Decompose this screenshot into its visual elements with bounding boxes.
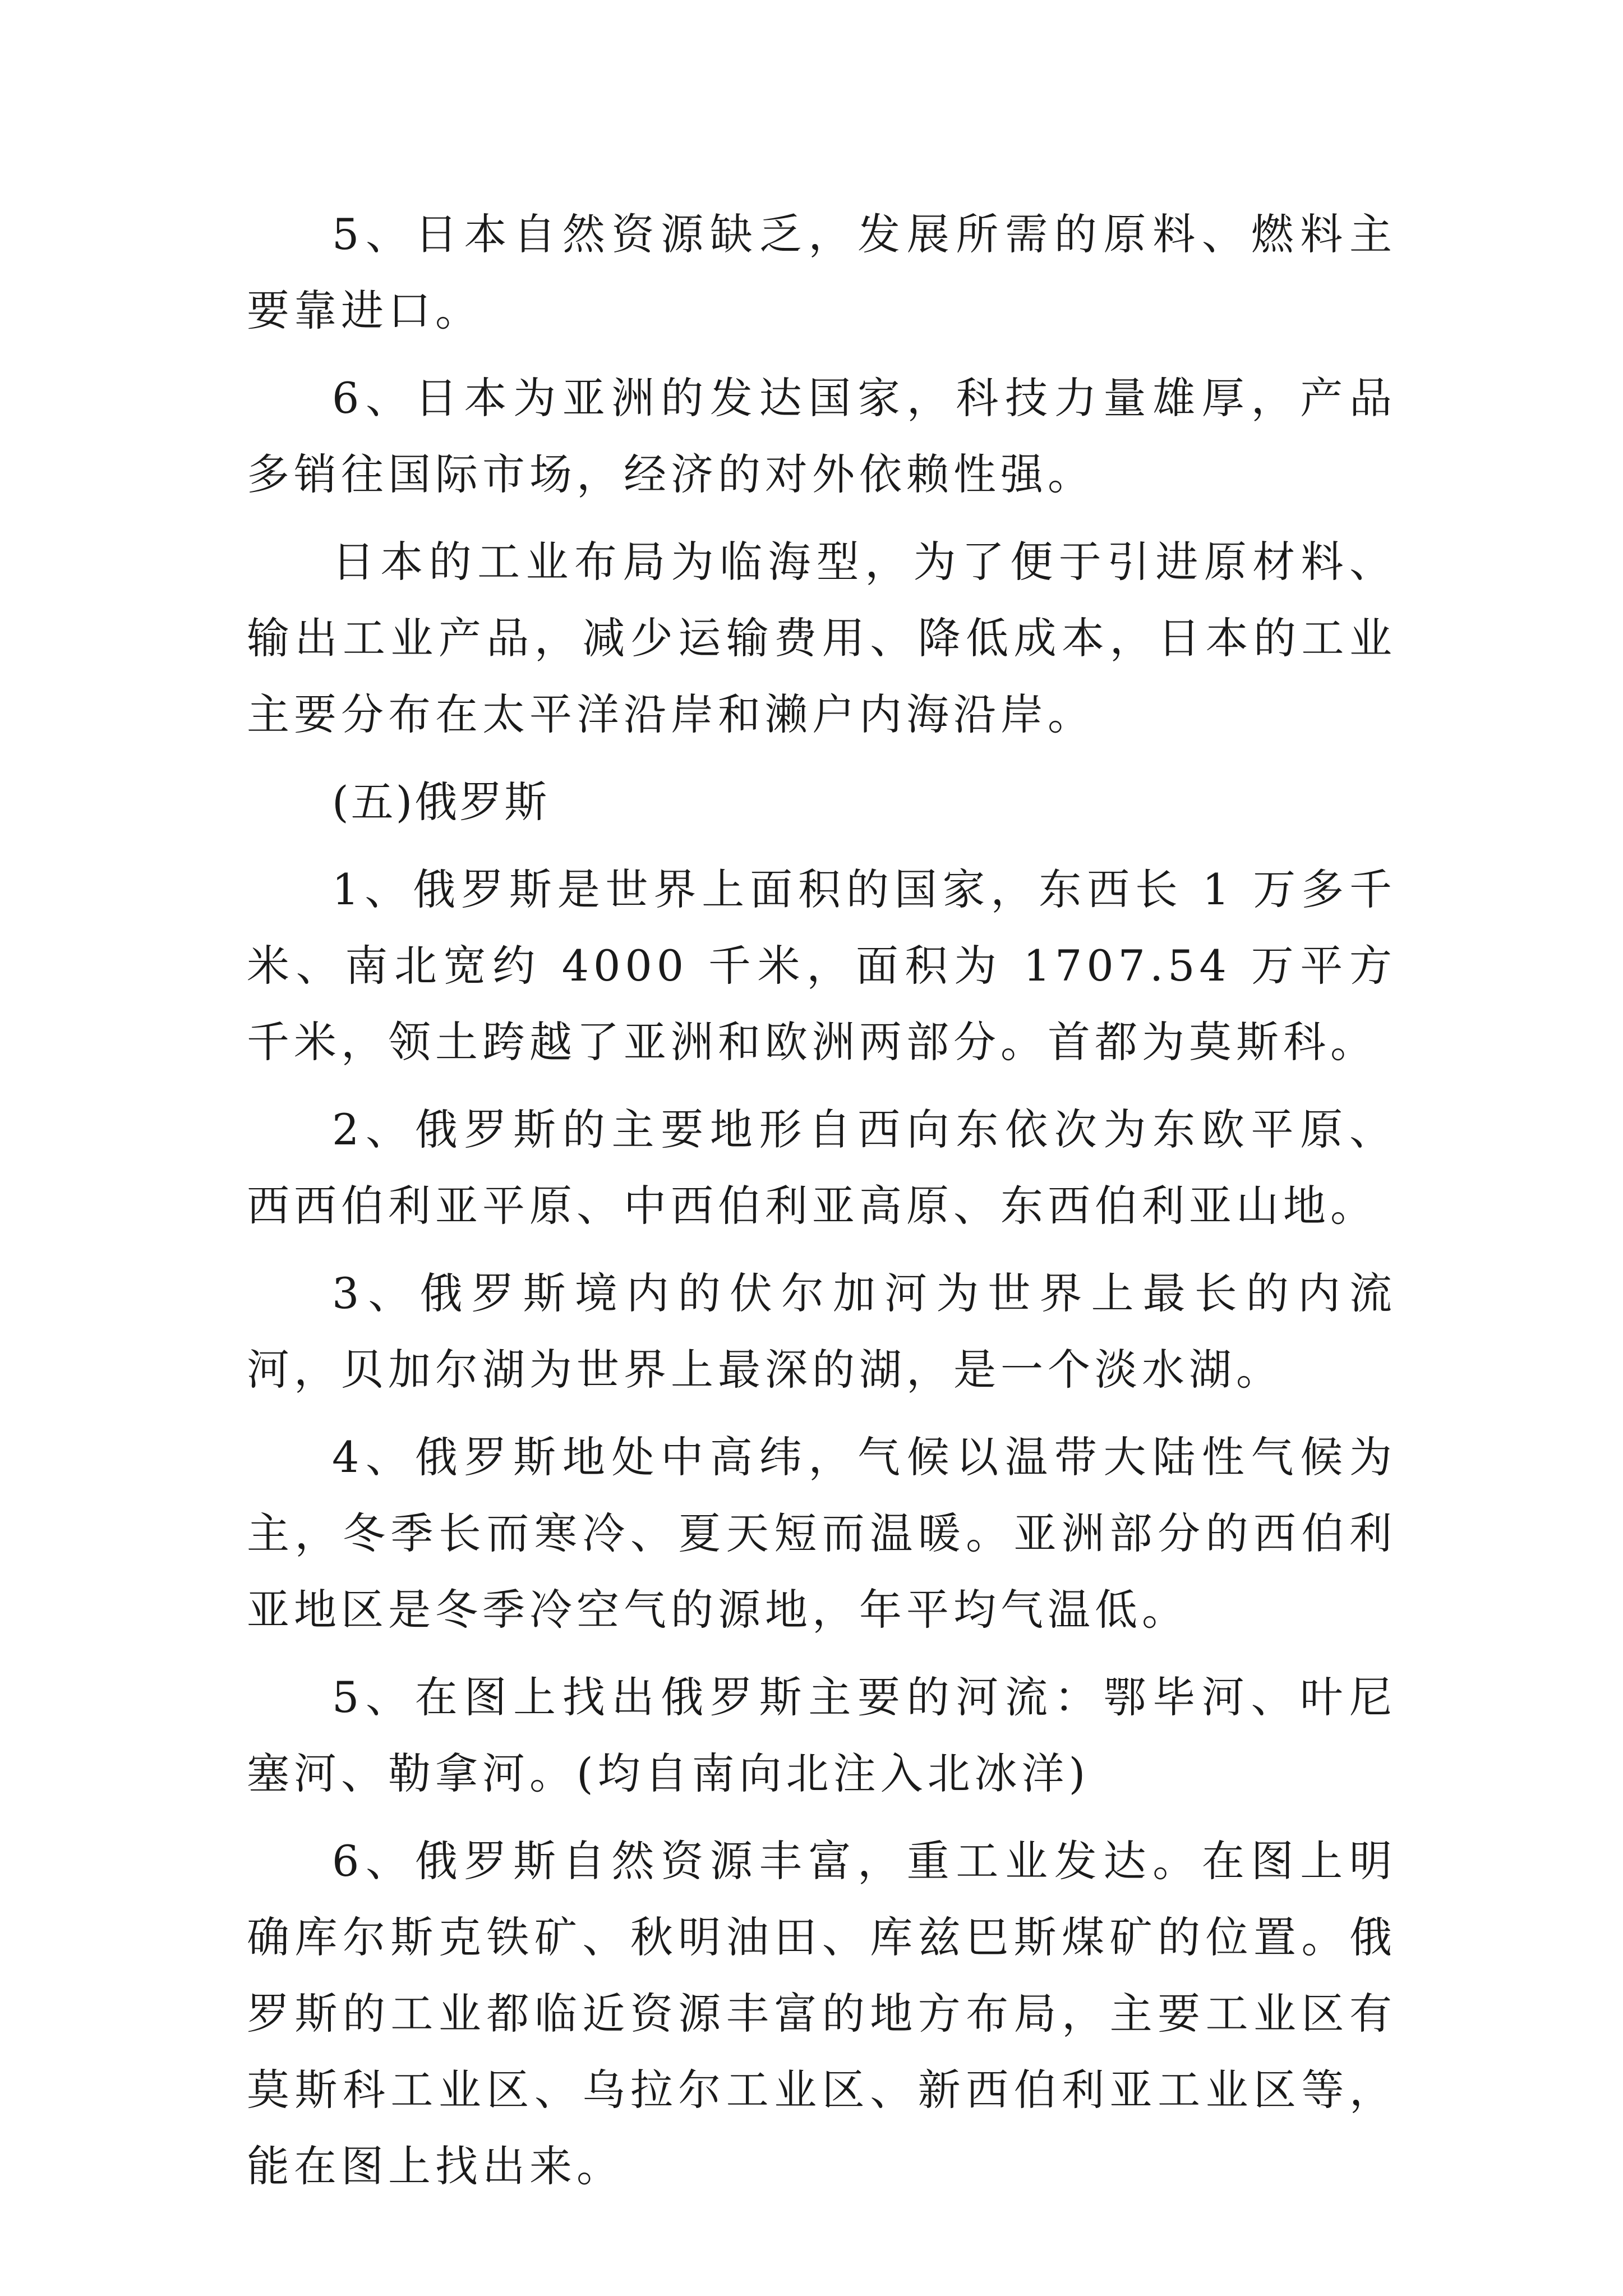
paragraph-russia-industry: 6、俄罗斯自然资源丰富，重工业发达。在图上明确库尔斯克铁矿、秋明油田、库兹巴斯煤矿的位置。俄罗斯的工业都临近资源丰富的地方布局，主要工业区有莫斯科工业区、乌拉尔工业区、新西伯利亚工业区等，能在图上找出来。 xyxy=(247,1836,1396,2191)
section-heading-russia: (五)俄罗斯 xyxy=(332,777,550,827)
paragraph-japan-resources: 5、日本自然资源缺乏，发展所需的原料、燃料主要靠进口。 xyxy=(247,209,1396,335)
paragraph-russia-main-rivers: 5、在图上找出俄罗斯主要的河流：鄂毕河、叶尼塞河、勒拿河。(均自南向北注入北冰洋) xyxy=(247,1672,1396,1798)
paragraph-russia-rivers-lakes: 3、俄罗斯境内的伏尔加河为世界上最长的内流河，贝加尔湖为世界上最深的湖，是一个淡水湖。 xyxy=(247,1268,1396,1395)
paragraph-russia-terrain: 2、俄罗斯的主要地形自西向东依次为东欧平原、西西伯利亚平原、中西伯利亚高原、东西伯利亚山地。 xyxy=(247,1105,1396,1231)
paragraph-russia-area: 1、俄罗斯是世界上面积的国家，东西长 1 万多千米、南北宽约 4000 千米，面积为 1707.54 万平方千米，领土跨越了亚洲和欧洲两部分。首都为莫斯科。 xyxy=(247,864,1396,1067)
paragraph-russia-climate: 4、俄罗斯地处中高纬，气候以温带大陆性气候为主，冬季长而寒冷、夏天短而温暖。亚洲部分的西伯利亚地区是冬季冷空气的源地，年平均气温低。 xyxy=(247,1432,1396,1635)
paragraph-japan-economy: 6、日本为亚洲的发达国家，科技力量雄厚，产品多销往国际市场，经济的对外依赖性强。 xyxy=(247,373,1396,499)
paragraph-japan-industry-layout: 日本的工业布局为临海型，为了便于引进原材料、输出工业产品，减少运输费用、降低成本，日本的工业主要分布在太平洋沿岸和濑户内海沿岸。 xyxy=(247,537,1396,739)
document-page xyxy=(247,196,1396,2216)
